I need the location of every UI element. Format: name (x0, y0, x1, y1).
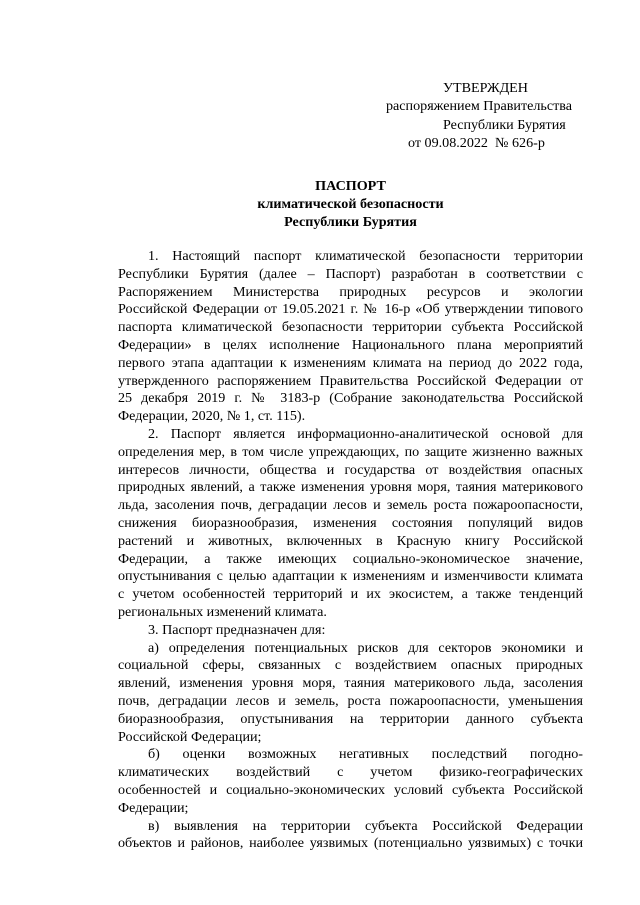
text-line: социальной сферы, связанных с воздействием опасных природных (118, 657, 583, 674)
text-line: с учетом особенностей территорий и их экосистем, а также тенденций (118, 586, 583, 603)
text-line: интересов личности, общества и государства от воздействия опасных (118, 461, 583, 478)
list-item-a (118, 640, 583, 747)
text-line: б) оценки возможных негативных последствий погодно- (148, 746, 583, 763)
approval-block (386, 79, 586, 152)
text-line: почв, деградации лесов и земель, роста пожароопасности, уменьшения (118, 692, 583, 709)
text-line: в) выявления на территории субъекта Российской Федерации (148, 817, 583, 834)
text-line: особенностей и социально-экономических условий субъекта Российской (118, 781, 583, 798)
approval-line: распоряжением Правительства (386, 98, 572, 115)
list-item-c (118, 818, 583, 854)
text-line: определения мер, в том числе упреждающих, по защите жизненно важных (118, 443, 583, 460)
text-line: 1. Настоящий паспорт климатической безопасности территории (148, 248, 583, 264)
text-line: Федерации, а также имеющих социально-экономическое значение, (118, 550, 583, 567)
list-item-b (118, 746, 583, 817)
text-line: растений и животных, включенных в Красную книгу Российской (118, 532, 583, 549)
title-line: ПАСПОРТ (315, 178, 386, 194)
text-line: Российской Федерации; (118, 728, 262, 745)
approval-line: Республики Бурятия (443, 116, 566, 133)
text-line: 25 декабря 2019 г. № 3183-р (Собрание законодательства Российской (118, 390, 583, 407)
text-line: природных явлений, а также изменения уровня моря, таяния материкового (118, 479, 583, 496)
text-line: объектов и районов, наиболее уязвимых (потенциально уязвимых) с точки (118, 835, 583, 852)
approval-heading: УТВЕРЖДЕН (443, 80, 528, 96)
text-line: региональных изменений климата. (118, 603, 327, 620)
paragraph-3 (118, 622, 583, 640)
text-line: а) определения потенциальных рисков для секторов экономики и (148, 639, 583, 656)
text-line: Федерации; (118, 799, 189, 816)
text-line: снижения биоразнообразия, изменения состояния популяций видов (118, 514, 583, 531)
text-line: 3. Паспорт предназначен для: (148, 621, 326, 638)
title-line: Республики Бурятия (284, 214, 417, 230)
text-line: 2. Паспорт является информационно-аналитической основой для (148, 425, 583, 442)
text-line: паспорта климатической безопасности территории субъекта Российской (118, 319, 583, 336)
text-line: первого этапа адаптации к изменениям климата на период до 2022 года, (118, 354, 583, 371)
text-line: льда, засоления почв, деградации лесов и земель роста пожароопасности, (118, 497, 583, 514)
title-line: климатической безопасности (257, 196, 444, 212)
text-line: утвержденного распоряжением Правительства Российской Федерации от (118, 372, 583, 389)
text-line: Российской Федерации от 19.05.2021 г. № 16-р «Об утверждении типового (118, 301, 583, 318)
text-line: Республики Бурятия (далее – Паспорт) разработан в соответствии с (118, 265, 583, 282)
text-line: биоразнообразия, опустынивания на территории данного субъекта (118, 710, 583, 727)
approval-date-number: от 09.08.2022 № 626-р (408, 134, 545, 151)
text-line: Распоряжением Министерства природных ресурсов и экологии (118, 283, 583, 300)
text-line: опустынивания с целью адаптации к изменениям и изменчивости климата (118, 568, 583, 585)
document-body (118, 248, 583, 853)
text-line: Федерации» в целях исполнение Национального плана мероприятий (118, 336, 583, 353)
text-line: явлений, изменения уровня моря, таяния материкового льда, засоления (118, 675, 583, 692)
text-line: климатических воздействий с учетом физико-географических (118, 764, 583, 781)
document-title (118, 177, 583, 231)
text-line: Федерации, 2020, № 1, ст. 115). (118, 408, 306, 425)
paragraph-1 (118, 248, 583, 426)
paragraph-2 (118, 426, 583, 622)
